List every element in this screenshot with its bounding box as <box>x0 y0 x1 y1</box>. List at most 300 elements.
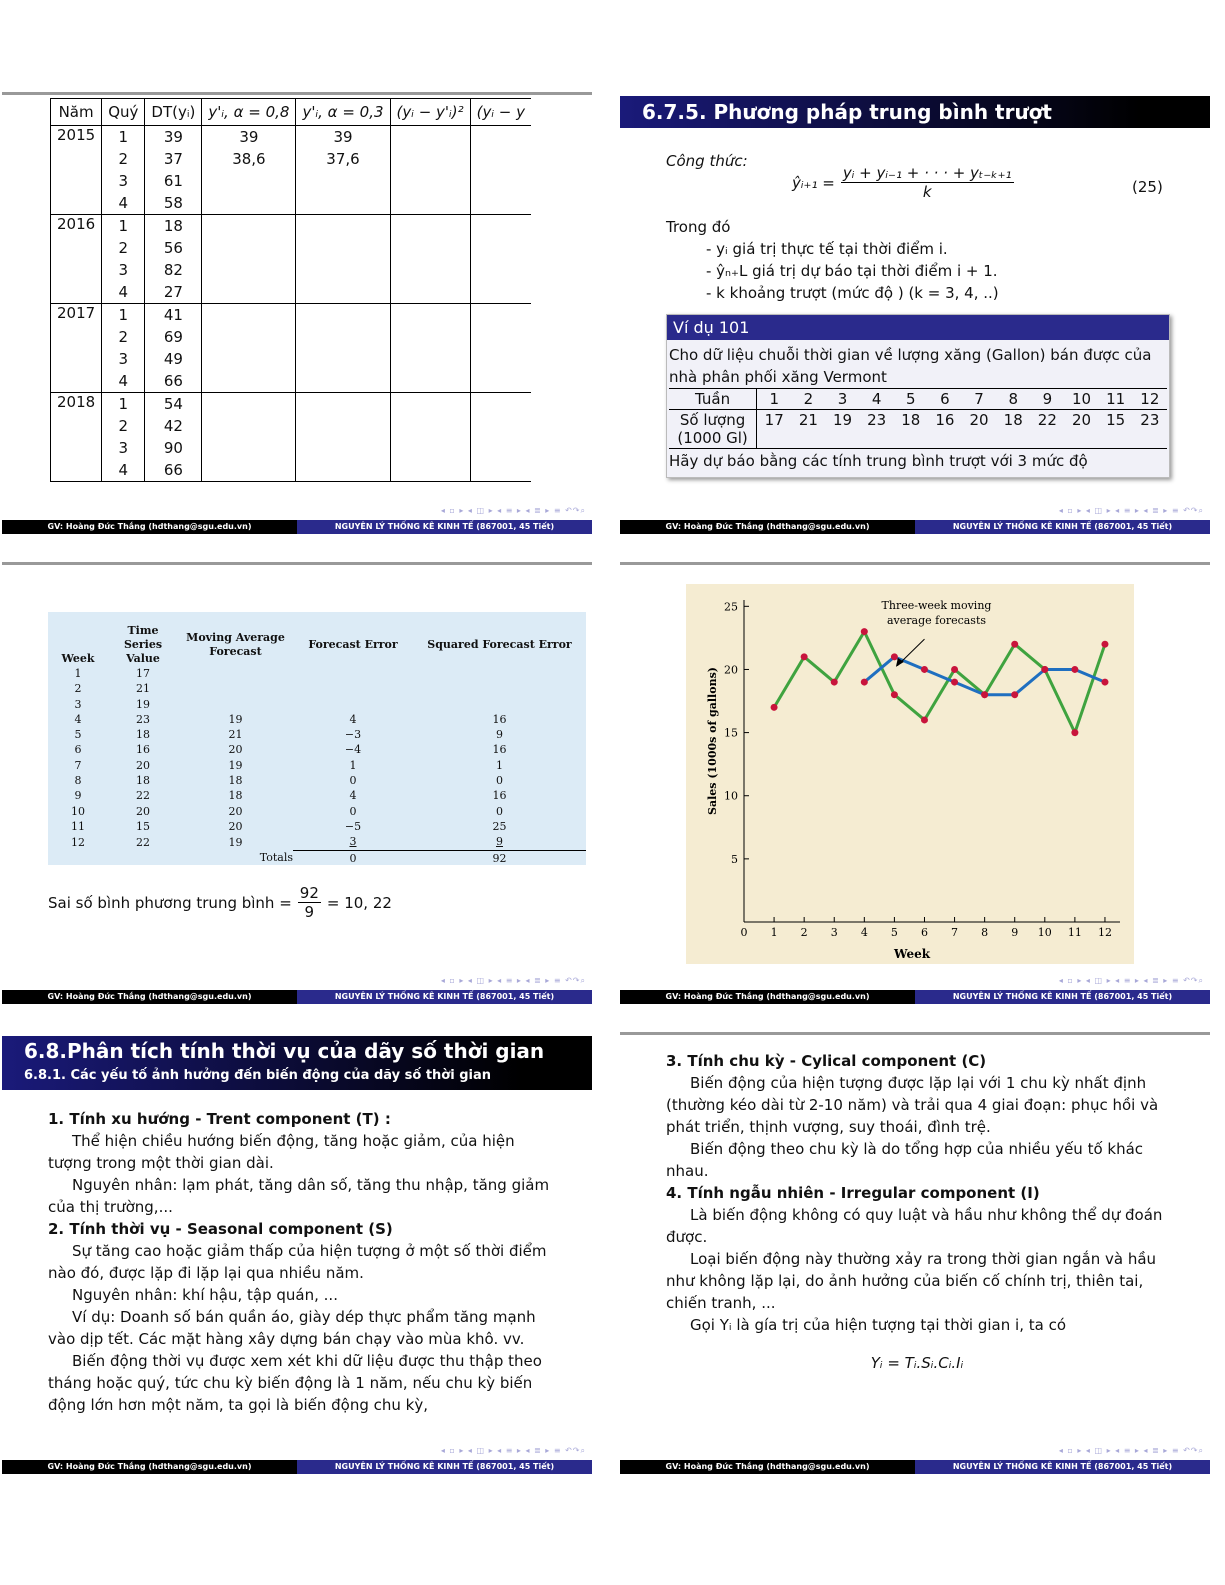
table-cell: 23 <box>136 712 150 726</box>
beamer-nav-icons[interactable]: ◂ ▫ ▸ ◂ ◫ ▸ ◂ ≡ ▸ ◂ ≣ ▸ ≡ ↶↷⌕ <box>1058 506 1204 515</box>
table-cell: 16 <box>492 743 507 757</box>
slide-3 <box>2 562 592 1004</box>
table-cell <box>470 393 531 416</box>
slide-4 <box>620 562 1210 1004</box>
table-cell <box>202 459 296 482</box>
table-cell: 18 <box>136 774 150 788</box>
table-row <box>48 681 586 696</box>
amount-cell: 19 <box>832 411 853 429</box>
forecast-point <box>1041 666 1048 673</box>
table-cell: 19 <box>228 758 243 772</box>
week-cell: 7 <box>974 390 984 408</box>
table-cell: 10 <box>71 804 85 818</box>
definition-item: - ŷₙ₊L giá trị dự báo tại thời điểm i + 1. <box>706 262 998 280</box>
table-cell <box>390 281 470 304</box>
table-cell <box>470 437 531 459</box>
week-cell: 9 <box>1042 390 1053 408</box>
table-cell: 9 <box>74 789 82 803</box>
table-cell: 25 <box>492 819 507 833</box>
table-cell <box>470 348 531 370</box>
section-heading: 4. Tính ngẫu nhiên - Irregular component (I) <box>666 1184 1040 1202</box>
slide-top-rule <box>620 1032 1210 1035</box>
slide-footer <box>620 520 1210 534</box>
amount-cell: 18 <box>901 411 921 429</box>
mse-label: Sai số bình phương trung bình = <box>48 893 292 912</box>
table-cell: −5 <box>344 819 362 833</box>
table-cell <box>296 281 390 304</box>
actual-sales-point <box>1071 729 1078 736</box>
table-cell: 19 <box>228 835 243 849</box>
table-cell <box>296 237 390 259</box>
forecast-point <box>921 666 928 673</box>
amount-cell: 23 <box>867 411 887 429</box>
moving-average-table <box>48 624 586 866</box>
slide-body <box>48 1108 558 1416</box>
x-tick-label: 1 <box>770 926 778 939</box>
table-cell <box>202 281 296 304</box>
table-cell <box>390 304 470 327</box>
table-cell <box>51 237 102 259</box>
table-cell <box>470 370 531 393</box>
col-header-year: Năm <box>51 99 102 126</box>
amount-cell: 22 <box>1037 411 1057 429</box>
table-cell <box>390 259 470 281</box>
table-cell: 61 <box>145 170 202 192</box>
x-axis-label: Week <box>893 947 931 961</box>
table-cell <box>202 415 296 437</box>
table-cell: 5 <box>74 728 82 742</box>
table-cell <box>51 281 102 304</box>
actual-sales-point <box>801 653 808 660</box>
table-cell: 54 <box>145 393 202 416</box>
chart-panel <box>686 584 1134 964</box>
x-tick-label: 0 <box>740 926 748 939</box>
table-cell <box>51 148 102 170</box>
slide-5 <box>2 1032 592 1474</box>
table-cell <box>51 348 102 370</box>
table-cell <box>390 326 470 348</box>
table-cell: −4 <box>344 743 362 757</box>
table-cell: 12 <box>71 835 85 849</box>
x-tick-label: 7 <box>951 926 959 939</box>
moving-average-table-panel <box>48 612 586 865</box>
totals-error: 0 <box>349 851 357 865</box>
footer-course: NGUYÊN LÝ THỐNG KÊ KINH TẾ (867001, 45 Tiết) <box>915 990 1210 1004</box>
beamer-nav-icons[interactable]: ◂ ▫ ▸ ◂ ◫ ▸ ◂ ≡ ▸ ◂ ≣ ▸ ≡ ↶↷⌕ <box>1058 1446 1204 1455</box>
table-cell: 37 <box>145 148 202 170</box>
table-cell <box>296 415 390 437</box>
table-cell: 4 <box>349 789 357 803</box>
amounts-row-label <box>669 410 757 449</box>
x-tick-label: 5 <box>890 926 898 939</box>
table-row <box>51 170 532 192</box>
table-cell <box>390 415 470 437</box>
footer-course: NGUYÊN LÝ THỐNG KÊ KINH TẾ (867001, 45 Tiết) <box>297 520 592 534</box>
col-header-week: Week <box>61 652 95 665</box>
x-tick-label: 4 <box>860 926 868 939</box>
table-row <box>51 459 532 482</box>
table-cell <box>178 666 293 681</box>
table-cell: 2017 <box>51 304 102 327</box>
formula-numerator: yᵢ + yᵢ₋₁ + · · · + yₜ₋ₖ₊₁ <box>842 164 1012 182</box>
table-cell <box>470 415 531 437</box>
table-row <box>51 415 532 437</box>
table-cell: 20 <box>136 804 150 818</box>
table-cell: 9 <box>413 834 586 850</box>
beamer-nav-icons[interactable]: ◂ ▫ ▸ ◂ ◫ ▸ ◂ ≡ ▸ ◂ ≣ ▸ ≡ ↶↷⌕ <box>440 506 586 515</box>
paragraph: Biến động thời vụ được xem xét khi dữ liệu được thu thập theo tháng hoặc quý, tức chu kỳ biến động là 1 năm, nếu chu kỳ biến động lớn hơn một năm, ta gọi là biến động chu kỳ, <box>48 1352 542 1414</box>
table-cell <box>390 215 470 238</box>
table-cell <box>296 304 390 327</box>
table-cell: 1 <box>102 215 145 238</box>
table-cell: 8 <box>74 774 82 788</box>
table-cell: 4 <box>102 459 145 482</box>
table-header-row <box>48 624 586 666</box>
table-cell: 66 <box>145 370 202 393</box>
x-tick-label: 3 <box>830 926 838 939</box>
table-cell: 39 <box>296 126 390 149</box>
table-cell: 18 <box>136 728 150 742</box>
table-cell: 7 <box>74 758 82 772</box>
mse-fraction <box>298 884 321 921</box>
table-cell <box>202 370 296 393</box>
week-cell: 11 <box>1106 390 1126 408</box>
col-header-alpha-03: y'ᵢ, α = 0,3 <box>296 99 390 126</box>
table-cell <box>470 148 531 170</box>
actual-sales-point <box>1011 641 1018 648</box>
table-cell: 18 <box>145 215 202 238</box>
table-cell <box>202 259 296 281</box>
table-cell: 37,6 <box>296 148 390 170</box>
footer-author: GV: Hoàng Đức Thắng (hdthang@sgu.edu.vn) <box>620 990 915 1004</box>
exponential-smoothing-table <box>50 98 531 482</box>
table-cell: 3 <box>102 259 145 281</box>
table-cell: 2 <box>74 682 82 696</box>
section-heading: 2. Tính thời vụ - Seasonal component (S) <box>48 1220 393 1238</box>
forecast-point <box>1071 666 1078 673</box>
table-cell: 39 <box>145 126 202 149</box>
table-cell: 4 <box>102 370 145 393</box>
mse-numerator: 92 <box>299 884 319 902</box>
mse-denominator: 9 <box>304 903 315 921</box>
table-cell <box>470 237 531 259</box>
table-row <box>48 697 586 712</box>
slide-top-rule <box>620 562 1210 565</box>
table-cell: 0 <box>496 804 503 818</box>
slide-6 <box>620 1032 1210 1474</box>
table-cell <box>51 326 102 348</box>
table-cell <box>296 393 390 416</box>
paragraph: Biến động theo chu kỳ là do tổng hợp của nhiều yếu tố khác nhau. <box>666 1140 1144 1180</box>
slide-2 <box>620 92 1210 534</box>
week-cell: 1 <box>769 390 779 408</box>
slide-1 <box>2 92 592 534</box>
table-body <box>51 126 532 482</box>
paragraph: Biến động của hiện tượng được lặp lại với 1 chu kỳ nhất định (thường kéo dài từ 2-10 năm) và trải qua 4 giai đoạn: phục hồi và phát triển, thịnh vượng, suy thoái, đình trệ. <box>666 1074 1159 1136</box>
table-cell: 39 <box>202 126 296 149</box>
table-cell: 41 <box>145 304 202 327</box>
x-tick-label: 9 <box>1011 926 1019 939</box>
table-cell: 1 <box>349 758 357 772</box>
table-cell: 27 <box>145 281 202 304</box>
table-row <box>51 326 532 348</box>
table-cell <box>296 259 390 281</box>
paragraph: Gọi Yᵢ là gía trị của hiện tượng tại thời gian i, ta có <box>690 1316 1066 1334</box>
slide-title: 6.8.Phân tích tính thời vụ của dãy số thời gian <box>24 1039 545 1063</box>
table-cell <box>390 192 470 215</box>
col-header-forecast: Moving Average Forecast <box>186 631 285 658</box>
actual-sales-point <box>1101 641 1108 648</box>
paragraph: Thể hiện chiều hướng biến động, tăng hoặc giảm, của hiện tượng trong một thời gian dài. <box>48 1132 515 1172</box>
x-tick-label: 8 <box>981 926 989 939</box>
table-cell <box>296 192 390 215</box>
table-row <box>51 215 532 238</box>
table-cell <box>390 148 470 170</box>
formula-lhs: ŷᵢ₊₁ = <box>792 173 835 192</box>
table-cell <box>293 681 413 696</box>
forecast-point <box>1101 679 1108 686</box>
table-cell: 20 <box>228 804 243 818</box>
amount-cell: 17 <box>764 411 784 429</box>
table-cell: 3 <box>102 348 145 370</box>
table-cell <box>296 437 390 459</box>
week-cell: 10 <box>1071 390 1092 408</box>
table-row <box>51 437 532 459</box>
slide-subtitle: 6.8.1. Các yếu tố ảnh hưởng đến biến động của dãy số thời gian <box>24 1068 491 1083</box>
table-cell: 1 <box>496 758 503 772</box>
table-cell: 66 <box>145 459 202 482</box>
week-cell: 3 <box>837 390 848 408</box>
table-cell: 18 <box>228 789 243 803</box>
forecast-point <box>891 653 898 660</box>
table-cell <box>470 326 531 348</box>
table-row <box>51 281 532 304</box>
actual-sales-point <box>771 704 778 711</box>
table-cell: 4 <box>349 712 357 726</box>
amount-cell: 21 <box>798 411 818 429</box>
table-cell: 16 <box>492 789 507 803</box>
slide-footer <box>2 1460 592 1474</box>
footer-author: GV: Hoàng Đức Thắng (hdthang@sgu.edu.vn) <box>620 520 915 534</box>
table-cell <box>296 459 390 482</box>
table-cell: 1 <box>102 126 145 149</box>
mse-result: = 10, 22 <box>326 893 392 912</box>
forecast-point <box>861 679 868 686</box>
amounts-label-line2: (1000 Gl) <box>677 429 748 447</box>
table-cell: 9 <box>496 728 503 742</box>
table-cell <box>470 259 531 281</box>
table-cell <box>51 170 102 192</box>
table-cell: 20 <box>228 743 243 757</box>
week-cell: 2 <box>803 390 814 408</box>
where-label: Trong đó <box>666 218 731 236</box>
actual-sales-point <box>951 666 958 673</box>
table-cell: 90 <box>145 437 202 459</box>
table-cell: 16 <box>492 712 507 726</box>
forecast-point <box>951 679 958 686</box>
footer-author: GV: Hoàng Đức Thắng (hdthang@sgu.edu.vn) <box>620 1460 915 1474</box>
formula-fraction <box>841 164 1014 201</box>
table-cell <box>202 304 296 327</box>
definition-list <box>706 238 999 304</box>
week-cell: 4 <box>871 390 882 408</box>
table-cell: 19 <box>136 697 150 711</box>
col-header-alpha-08: y'ᵢ, α = 0,8 <box>202 99 296 126</box>
annotation-line2: average forecasts <box>886 613 987 627</box>
table-row <box>51 148 532 170</box>
table-cell: 4 <box>74 712 82 726</box>
amount-cell: 20 <box>1071 411 1092 429</box>
x-tick-label: 2 <box>800 926 808 939</box>
week-cell: 8 <box>1008 390 1018 408</box>
section-heading: 3. Tính chu kỳ - Cylical component (C) <box>666 1052 987 1070</box>
table-cell <box>296 348 390 370</box>
table-cell <box>470 192 531 215</box>
table-cell: 2 <box>102 415 145 437</box>
table-cell <box>51 415 102 437</box>
slide-footer <box>620 990 1210 1004</box>
table-cell <box>51 259 102 281</box>
table-cell: 56 <box>145 237 202 259</box>
table-cell: 19 <box>228 712 243 726</box>
table-cell <box>413 697 586 712</box>
col-header-squared-error: (yᵢ − y'ᵢ)² <box>390 99 470 126</box>
table-cell <box>51 459 102 482</box>
decomposition-formula: Yᵢ = Tᵢ.Sᵢ.Cᵢ.Iᵢ <box>870 1354 964 1372</box>
table-cell <box>390 459 470 482</box>
x-tick-label: 11 <box>1067 926 1082 939</box>
table-cell: 22 <box>136 789 150 803</box>
table-cell: 11 <box>71 819 85 833</box>
slide-footer <box>2 990 592 1004</box>
table-row <box>48 804 586 819</box>
table-cell: 1 <box>74 667 82 680</box>
table-cell: 6 <box>74 743 82 757</box>
table-cell: 3 <box>102 437 145 459</box>
slide-footer <box>2 520 592 534</box>
gasoline-data-table <box>669 388 1167 449</box>
actual-sales-point <box>861 628 868 635</box>
table-cell: 16 <box>136 743 150 757</box>
table-cell: 3 <box>293 834 413 850</box>
col-header-sq-error: Squared Forecast Error <box>427 638 572 651</box>
table-row <box>51 237 532 259</box>
table-row <box>48 742 586 757</box>
table-cell <box>202 170 296 192</box>
table-cell <box>390 348 470 370</box>
table-row <box>48 819 586 834</box>
definition-item: - yᵢ giá trị thực tế tại thời điểm i. <box>706 240 948 258</box>
table-row <box>48 666 586 681</box>
table-row <box>48 788 586 803</box>
amount-cell: 23 <box>1140 411 1160 429</box>
col-header-revenue: DT(yᵢ) <box>145 99 202 126</box>
table-cell: 0 <box>349 774 357 788</box>
week-cell: 12 <box>1140 390 1160 408</box>
table-row <box>48 727 586 742</box>
table-cell <box>413 681 586 696</box>
table-cell <box>202 348 296 370</box>
table-cell: 17 <box>136 667 150 680</box>
table-cell <box>51 192 102 215</box>
paragraph: Sự tăng cao hoặc giảm thấp của hiện tượng ở một số thời điểm nào đó, được lặp đi lặp lại qua nhiều năm. <box>48 1242 547 1282</box>
table-cell: 58 <box>145 192 202 215</box>
paragraph: Nguyên nhân: lạm phát, tăng dân số, tăng thu nhập, tăng giảm của thị trường,... <box>48 1176 550 1216</box>
formula-denominator: k <box>922 183 932 201</box>
table-cell: 4 <box>102 192 145 215</box>
table-cell <box>202 393 296 416</box>
table-cell <box>202 192 296 215</box>
y-tick-label: 20 <box>724 663 738 677</box>
example-text: Cho dữ liệu chuỗi thời gian về lượng xăng (Gallon) bán được của nhà phân phối xăng Vermont <box>669 346 1152 386</box>
totals-squared: 92 <box>492 851 507 865</box>
table-cell <box>202 215 296 238</box>
table-cell <box>470 126 531 149</box>
table-cell <box>296 370 390 393</box>
table-cell <box>178 697 293 712</box>
amount-cell: 20 <box>969 411 989 429</box>
table-row <box>48 712 586 727</box>
forecast-point <box>1011 691 1018 698</box>
table-cell <box>470 215 531 238</box>
table-cell <box>293 697 413 712</box>
table-row <box>51 259 532 281</box>
table-cell: 82 <box>145 259 202 281</box>
actual-sales-line <box>774 632 1105 733</box>
footer-author: GV: Hoàng Đức Thắng (hdthang@sgu.edu.vn) <box>2 1460 297 1474</box>
x-tick-label: 10 <box>1037 926 1052 939</box>
table-body <box>48 666 586 850</box>
col-header-quarter: Quý <box>102 99 145 126</box>
table-row <box>48 834 586 850</box>
table-cell: 3 <box>74 697 82 711</box>
x-tick-label: 6 <box>920 926 928 939</box>
table-cell: 21 <box>228 728 243 742</box>
formula-number: (25) <box>1132 178 1163 196</box>
section-heading: 1. Tính xu hướng - Trent component (T) : <box>48 1110 391 1128</box>
slide-title: 6.7.5. Phương pháp trung bình trượt <box>642 100 1052 124</box>
table-cell: 2015 <box>51 126 102 149</box>
beamer-nav-icons[interactable]: ◂ ▫ ▸ ◂ ◫ ▸ ◂ ≡ ▸ ◂ ≣ ▸ ≡ ↶↷⌕ <box>440 976 586 985</box>
moving-average-formula <box>792 164 1014 201</box>
table-cell: 22 <box>136 835 150 849</box>
table-cell: 2016 <box>51 215 102 238</box>
table-cell <box>470 459 531 482</box>
beamer-nav-icons[interactable]: ◂ ▫ ▸ ◂ ◫ ▸ ◂ ≡ ▸ ◂ ≣ ▸ ≡ ↶↷⌕ <box>1058 976 1204 985</box>
table-row <box>48 758 586 773</box>
example-task: Hãy dự báo bằng các tính trung bình trượt với 3 mức độ <box>669 452 1088 470</box>
table-cell <box>390 237 470 259</box>
slide-top-rule <box>2 562 592 565</box>
table-cell: 69 <box>145 326 202 348</box>
beamer-nav-icons[interactable]: ◂ ▫ ▸ ◂ ◫ ▸ ◂ ≡ ▸ ◂ ≣ ▸ ≡ ↶↷⌕ <box>440 1446 586 1455</box>
table-cell <box>178 681 293 696</box>
week-cell: 5 <box>906 390 916 408</box>
weeks-row-label: Tuần <box>669 389 757 410</box>
week-cell: 6 <box>940 390 950 408</box>
table-cell <box>51 437 102 459</box>
table-cell: 2 <box>102 148 145 170</box>
table-cell: 1 <box>102 304 145 327</box>
table-cell: 18 <box>228 774 243 788</box>
totals-label: Totals <box>259 851 293 865</box>
table-row <box>51 304 532 327</box>
table-row <box>51 370 532 393</box>
table-cell <box>51 370 102 393</box>
footer-course: NGUYÊN LÝ THỐNG KÊ KINH TẾ (867001, 45 Tiết) <box>297 1460 592 1474</box>
table-row <box>51 348 532 370</box>
table-cell <box>296 170 390 192</box>
